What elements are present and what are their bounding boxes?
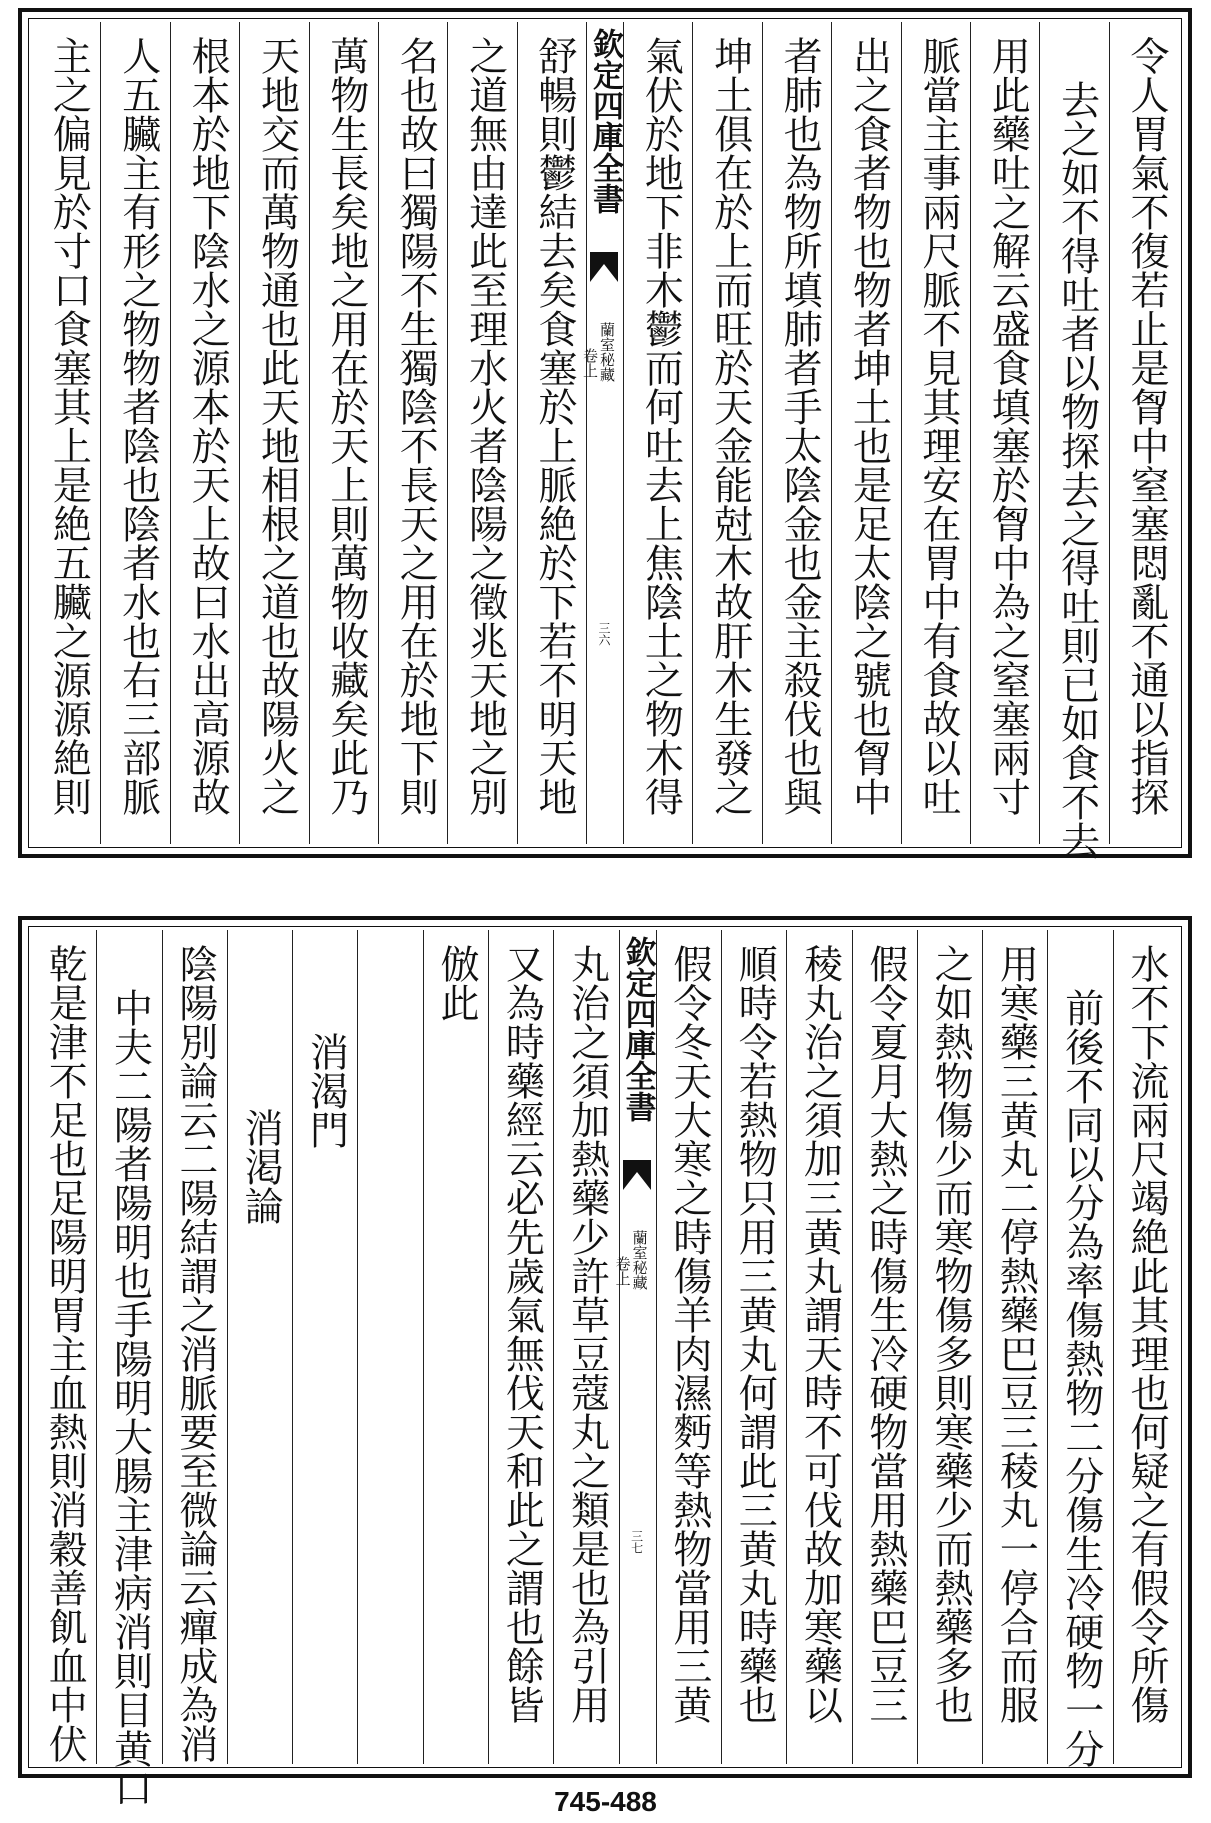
center-fold [613,930,656,1764]
text-column: 之如熱物傷少而寒物傷多則寒藥少而熱藥多也 [917,930,982,1764]
text-column: 氣伏於地下非木鬱而何吐去上焦陰土之物木得 [623,22,692,844]
section-heading: 消渴門 [292,930,357,1764]
text-column: 根本於地下陰水之源本於天上故曰水出高源故 [170,22,239,844]
text-column: 之道無由達此至理水火者陰陽之徵兆天地之別 [447,22,516,844]
text-column: 陰陽別論云二陽結謂之消脈要至微論云癉成為消 [162,930,227,1764]
center-library: 蘭室秘藏 [630,1230,649,1290]
text-column: 者肺也為物所填肺者手太陰金也金主殺伐也與 [762,22,831,844]
text-column: 主之偏見於寸口食塞其上是絶五臟之源源絶則 [46,36,92,816]
text-column: 天地交而萬物通也此天地相根之道也故陽火之 [239,22,308,844]
text-column: 舒暢則鬱結去矣食塞於上脈絶於下若不明天地 [517,22,586,844]
empty-column [357,930,422,1764]
page-number-footer: 745-488 [554,1786,657,1817]
center-page-number: 三六 [597,622,611,646]
text-column: 水不下流兩尺竭絶此其理也何疑之有假令所傷 [1113,930,1178,1764]
center-title: 欽定四庫全書 [619,936,656,1122]
fish-tail-mark-icon [623,1160,651,1190]
text-column: 稜丸治之須加三黄丸謂天時不可伐故加寒藥以 [786,930,851,1764]
text-column: 假令夏月大熱之時傷生冷硬物當用熱藥巴豆三 [852,930,917,1764]
center-page-number: 三七 [629,1530,644,1554]
text-column: 丸治之須加熱藥少許草豆蔻丸之類是也為引用 [553,930,618,1764]
top-page [18,8,1192,858]
text-column: 又為時藥經云必先歲氣無伐天和此之謂也餘皆 [488,930,553,1764]
text-column: 名也故曰獨陽不生獨陰不長天之用在於地下則 [378,22,447,844]
center-title: 欽定四庫全書 [587,28,623,214]
text-column: 萬物生長矣地之用在於天上則萬物收藏矣此乃 [309,22,378,844]
text-column: 令人胃氣不復若止是胷中窒塞悶亂不通以指探 [1109,22,1178,844]
text-column: 中夫二陽者陽明也手陽明大腸主津病消則目黄口 [96,930,161,1764]
center-volume: 卷上 [613,1256,632,1286]
text-column: 出之食者物也物者坤土也是足太陰之號也胷中 [831,22,900,844]
text-column: 假令冬天大寒之時傷羊肉濕麪等熱物當用三黄 [656,930,721,1764]
center-volume: 卷上 [581,348,599,378]
text-column: 人五臟主有形之物物者陰也陰者水也右三部脈 [100,22,169,844]
text-column: 倣此 [423,930,488,1764]
center-fold [581,22,623,844]
text-column: 用此藥吐之解云盛食填塞於胷中為之窒塞兩寸 [970,22,1039,844]
fish-tail-mark-icon [590,252,618,282]
text-column: 脈當主事兩尺脈不見其理安在胃中有食故以吐 [901,22,970,844]
text-column: 坤土俱在於上而旺於天金能尅木故肝木生發之 [692,22,761,844]
text-column: 順時令若熱物只用三黄丸何謂此三黄丸時藥也 [721,930,786,1764]
essay-title: 消渇論 [227,930,292,1764]
center-library: 蘭室秘藏 [598,322,616,382]
text-column: 用寒藥三黄丸二停熱藥巴豆三稜丸一停合而服 [982,930,1047,1764]
text-column: 去之如不得吐者以物探去之得吐則已如食不去 [1039,22,1108,844]
text-column: 乾是津不足也足陽明胃主血熱則消穀善飢血中伏 [42,944,88,1763]
top-columns [32,22,1178,860]
text-column: 前後不同以分為率傷熱物二分傷生冷硬物一分 [1047,930,1112,1764]
